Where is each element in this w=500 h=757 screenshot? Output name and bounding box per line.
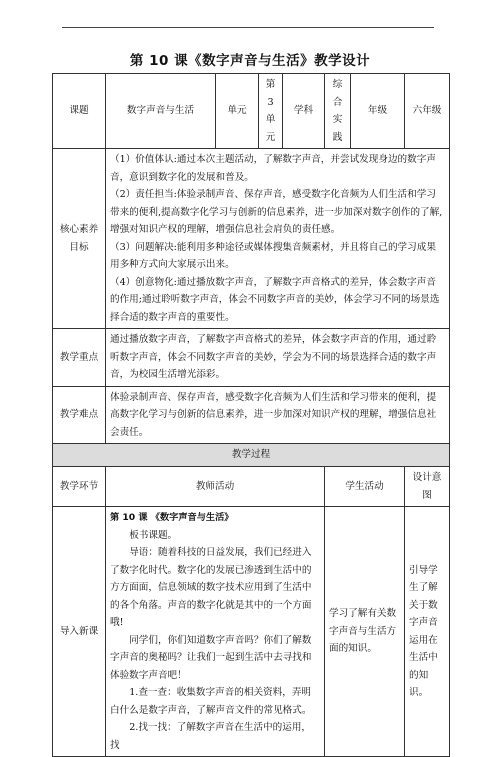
- intro-student: 学习了解有关数字声音与生活方面的知识。: [325, 507, 405, 757]
- process-header-row: [53, 444, 450, 467]
- intro-lesson-title: 第 10 课 《数字声音与生活》: [110, 512, 234, 523]
- col-teacher: 教师活动: [106, 467, 325, 507]
- core-content: [106, 149, 450, 329]
- core-label: 核心素养目标: [53, 149, 106, 329]
- intro-step: 导入新课: [53, 507, 106, 757]
- difficulty-row: [53, 386, 450, 444]
- core-item-4: （4）创意物化:通过播放数字声音，了解数字声音格式的差异，体会数字声音的作用;通过聆听数字声音，体会不同数字声音的美妙，体会学习不同的场景选择合适的数字声音的重要性。: [110, 276, 440, 323]
- topic-value: 数字声音与生活: [106, 74, 216, 149]
- intro-teacher: [106, 507, 325, 757]
- intro-teacher-p1: 板书课题。: [129, 529, 178, 541]
- unit-value: 第 3 单元: [259, 74, 283, 149]
- intro-teacher-p2: 导语：随着科技的日益发展，我们已经进入了数字化时代。数字化的发展已渗透到生活中的方方面面，信息领域的数字技术应用到了生活中的各个角落。声音的数字化就是其中的一个方面哦!: [110, 547, 312, 628]
- document-title: 第 10 课《数字声音与生活》教学设计: [129, 53, 371, 69]
- intro-teacher-p5: 2.找一找：了解数字声音在生活中的运用，找: [110, 722, 312, 751]
- info-row: [53, 74, 450, 149]
- core-literacy-row: [53, 149, 450, 329]
- grade-value: 六年级: [405, 74, 450, 149]
- col-intent: 设计意图: [405, 467, 450, 507]
- core-item-1: （1）价值体认:通过本次主题活动，了解数字声音，并尝试发现身边的数字声音，意识到数字化的发展和普及。: [110, 154, 436, 183]
- core-item-2: （2）责任担当:体验录制声音、保存声音，感受数字化音频为人们生活和学习带来的便利,提高数字化学习与创新的信息素养，进一步加深对数字创作的了解,增强对知识产权的理解，增强信息社会肩负的责任感。: [110, 189, 443, 235]
- process-header: 教学过程: [53, 444, 450, 467]
- key-point-row: [53, 329, 450, 387]
- key-label: 教学重点: [53, 329, 106, 387]
- difficulty-text: 体验录制声音、保存声音，感受数字化音频为人们生活和学习带来的便利，提高数字化学习与创新的信息素养，进一步加深对知识产权的理解，增强信息社会责任。: [106, 386, 450, 444]
- col-student: 学生活动: [325, 467, 405, 507]
- intro-teacher-p3: 同学们，你们知道数字声音吗？你们了解数字声音的奥秘吗？让我们一起到生活中去寻找和体验数字声音吧！: [110, 634, 312, 681]
- lesson-plan-table: [52, 73, 450, 757]
- header-rule: [62, 27, 434, 28]
- process-columns-row: [53, 467, 450, 507]
- intro-intent: 引导学生了解关于数字声音运用在生活中的知识。: [405, 507, 450, 757]
- subject-label: 学科: [283, 74, 325, 149]
- difficulty-label: 教学难点: [53, 386, 106, 444]
- intro-teacher-p4: 1.查一查：收集数字声音的相关资料，弄明白什么是数字声音，了解声音文件的常见格式。: [110, 687, 312, 716]
- grade-label: 年级: [351, 74, 405, 149]
- key-text: 通过播放数字声音，了解数字声音格式的差异，体会数字声音的作用，通过聆听数字声音，体会不同数字声音的美妙，学会为不同的场景选择合适的数字声音，为校园生活增光添彩。: [106, 329, 450, 387]
- topic-label: 课题: [53, 74, 106, 149]
- core-item-3: （3）问题解决:能利用多种途径或媒体搜集音频素材，并且将自己的学习成果用多种方式向大家展示出来。: [110, 241, 436, 270]
- intro-row: [53, 507, 450, 757]
- subject-value: 综合实践: [325, 74, 351, 149]
- col-step: 教学环节: [53, 467, 106, 507]
- unit-label: 单元: [216, 74, 259, 149]
